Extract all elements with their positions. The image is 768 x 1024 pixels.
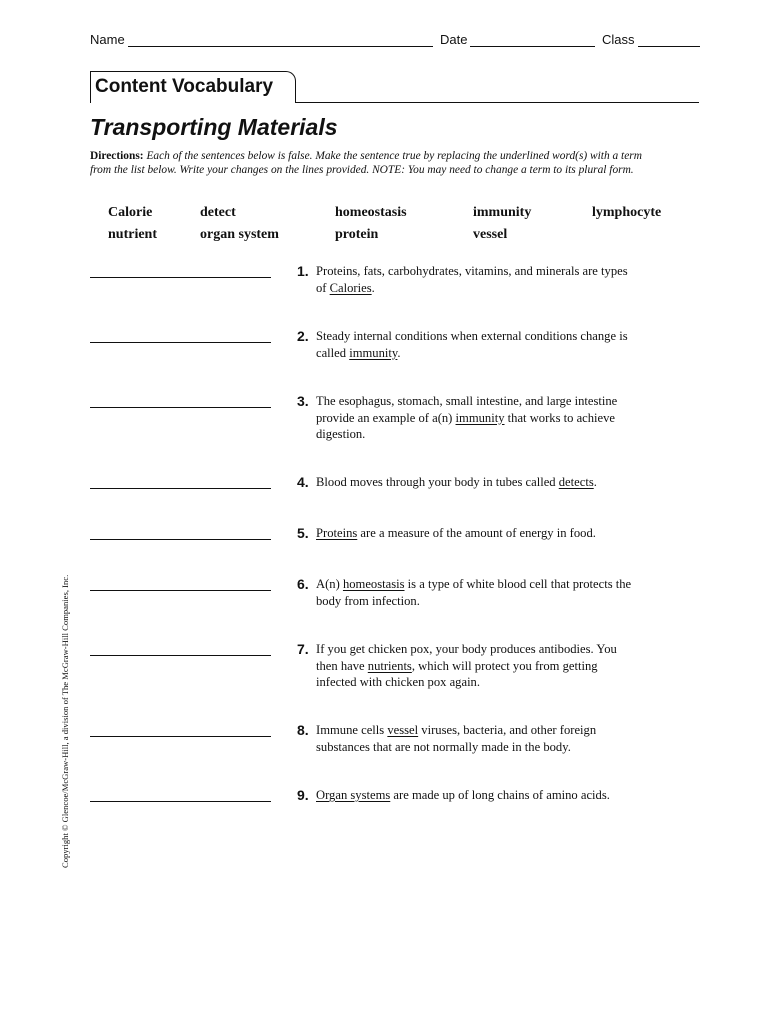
- underlined-term: immunity: [349, 345, 398, 360]
- word-bank-term: lymphocyte: [592, 205, 662, 220]
- section-rule: [296, 102, 699, 103]
- question-text: Proteins are a measure of the amount of energy in food.: [316, 526, 596, 540]
- answer-line[interactable]: [90, 407, 271, 408]
- class-label: Class: [602, 32, 635, 47]
- word-bank-term: protein: [335, 227, 379, 242]
- answer-line[interactable]: [90, 736, 271, 737]
- directions-label: Directions:: [90, 150, 144, 162]
- answer-line[interactable]: [90, 539, 271, 540]
- question-number: 1.: [297, 263, 309, 279]
- question-text: The esophagus, stomach, small intestine, and large intestine provide an example of a(n) immunity that works to achieve digestion.: [316, 394, 618, 441]
- question-number: 5.: [297, 525, 309, 541]
- underlined-term: Calories: [329, 280, 372, 295]
- answer-line[interactable]: [90, 590, 271, 591]
- word-bank-term: detect: [200, 205, 236, 220]
- question-text: Immune cells vessel viruses, bacteria, and other foreign substances that are not normally made in the body.: [316, 723, 597, 754]
- question-text: If you get chicken pox, your body produces antibodies. You then have nutrients, which will protect you from getting infected with chicken pox again.: [316, 642, 617, 689]
- section-tab: [90, 71, 296, 103]
- word-bank-term: vessel: [473, 227, 508, 242]
- question-number: 9.: [297, 787, 309, 803]
- underlined-term: homeostasis: [342, 577, 405, 591]
- question-number: 3.: [297, 393, 309, 409]
- directions-text: Each of the sentences below is false. Make the sentence true by replacing the underlined word(s) with a term from the list below. Write your changes on the lines provided. NOTE: You may need to change a term to its plural form.: [90, 150, 642, 176]
- question-number: 4.: [297, 474, 309, 490]
- section-tab-title: Content Vocabulary: [95, 76, 274, 97]
- underlined-term: Proteins: [316, 526, 358, 540]
- answer-line[interactable]: [90, 342, 271, 343]
- underlined-term: vessel: [387, 723, 419, 737]
- question-number: 8.: [297, 722, 309, 738]
- question-text: Proteins, fats, carbohydrates, vitamins, and minerals are types of Calories.: [316, 264, 628, 295]
- answer-line[interactable]: [90, 488, 271, 489]
- question-number: 2.: [297, 328, 309, 344]
- date-field[interactable]: [470, 46, 595, 47]
- page-title: Transporting Materials: [90, 114, 338, 140]
- word-bank-term: Calorie: [108, 205, 153, 220]
- name-label: Name: [90, 32, 125, 47]
- word-bank-term: organ system: [200, 227, 279, 242]
- answer-line[interactable]: [90, 277, 271, 278]
- answer-line[interactable]: [90, 655, 271, 656]
- answer-line[interactable]: [90, 801, 271, 802]
- question-text: Blood moves through your body in tubes called detects.: [316, 475, 597, 489]
- underlined-term: immunity: [455, 410, 505, 425]
- question-number: 6.: [297, 576, 309, 592]
- question-text: A(n) homeostasis is a type of white blood cell that protects the body from infection.: [316, 577, 632, 608]
- underlined-term: nutrients: [367, 658, 412, 673]
- underlined-term: detects: [558, 475, 594, 489]
- word-bank-term: nutrient: [108, 227, 157, 242]
- word-bank-term: immunity: [473, 205, 532, 220]
- date-label: Date: [440, 32, 468, 47]
- directions: [90, 149, 650, 177]
- copyright-notice: Copyright © Glencoe/McGraw-Hill, a division of The McGraw-Hill Companies, Inc.: [60, 574, 70, 868]
- underlined-term: Organ systems: [316, 788, 391, 802]
- question-text: Organ systems are made up of long chains of amino acids.: [316, 788, 610, 802]
- name-field[interactable]: [128, 46, 433, 47]
- word-bank-term: homeostasis: [335, 205, 407, 220]
- class-field[interactable]: [638, 46, 700, 47]
- question-text: Steady internal conditions when external conditions change is called immunity.: [316, 329, 628, 360]
- question-number: 7.: [297, 641, 309, 657]
